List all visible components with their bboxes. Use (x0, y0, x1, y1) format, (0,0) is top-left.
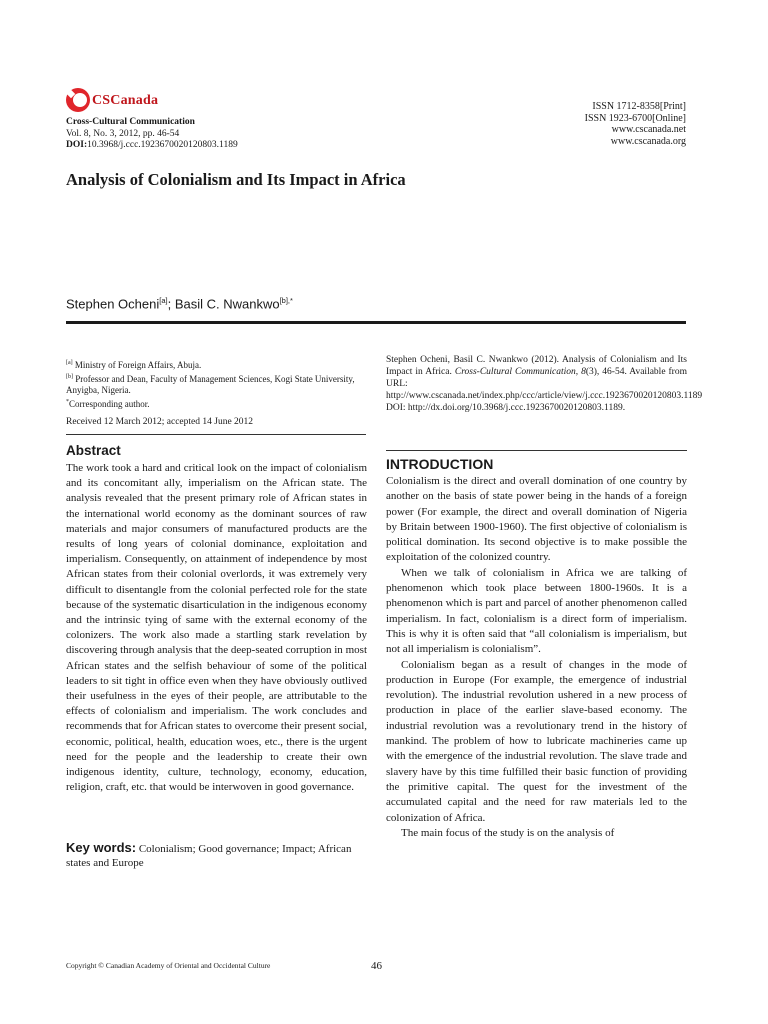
author-2: Basil C. Nwankwo (174, 296, 280, 312)
publisher-name: CSCanada (92, 93, 159, 108)
page-number: 46 (371, 960, 382, 972)
author-line (66, 296, 293, 311)
intro-paragraph: When we talk of colonialism in Africa we are talking of phenomenon which took place between 1800-1960s. It is a phenomenon which is part and parcel of another phenomenon called imperialism. In fact, colonialism is a direct form of imperialism. This is why it is often said that “all colonialism is imperialism, but not all imperialism is colonialism”. (386, 566, 687, 656)
citation-journal: Cross-Cultural Communication, 8 (454, 366, 586, 377)
intro-paragraph: The main focus of the study is on the analysis of (401, 826, 615, 839)
issn-online: ISSN 1923-6700[Online] (584, 112, 686, 124)
abstract-heading: Abstract (66, 443, 121, 458)
abstract-body: The work took a hard and critical look on the impact of colonialism and its concomitant ally, imperialism on the African state. The analysis revealed that the present primary role of African states in the international world economy as the dominant sources of raw materials and major consumers of manufactured products are the results of long years of colonial dominance, exploitation and imperialism. Consequently, on attainment of independence by most African states from their colonial overlords, it was extremely very difficult to disentangle from the colonial perfected role for the state because of the systematic disarticulation in the indigenous economy and the intrinsic tying of same with the external economy of the colonizers. The work also made a startling stark revelation by discovering through analysis that the deep-seated corruption in most African states and the selfish behaviour of some of the political leaders to sit tight in office even when they have obviously outlived their usefulness in the eyes of their people, are attributable to the effects of colonialism and imperialism. The work concludes and recommends that for African states to overcome their present social, economic, political, health, education woes, etc., there is the urgent need for the people and the leadership to create their own indigenous identity, culture, technology, economy, education, religion, craft, etc. that would be interwoven in good governance. (66, 462, 367, 794)
keywords-text: Colonialism; Good governance; Impact; African states and Europe (66, 843, 352, 869)
author-1: Stephen Ocheni (66, 296, 160, 312)
affiliation-a (66, 358, 366, 372)
citation-part2: (3), 46-54. Available from URL: http://www.cscanada.net/index.php/ccc/article/view/j.ccc.1923670020120803.1189 DOI: http://dx.doi.org/10.3968/j.ccc.1923670020120803.1189. (386, 366, 703, 413)
corresponding-author (66, 397, 366, 411)
doi-label: DOI: (66, 140, 88, 150)
affil-b-marker: [b] (66, 373, 73, 380)
author-separator: ; (167, 296, 175, 312)
cscanada-logo-icon (66, 88, 90, 112)
intro-paragraph: Colonialism began as a result of changes in the mode of production in Europe (For example, the emergence of industrial revolution). The industrial revolution ushered in a new process of production in place of the earlier slave-based economy. The industrial revolution was a revolutionary trend in the history of mankind. The problem of how to lubricate machineries came up with the emergence of the industrial revolution. The slave trade and slavery have by this time fulfilled their basic function of providing the primitive capital. The quest for the investment of the accumulated capital and the need for raw materials led to the colonization of Africa. (386, 658, 687, 824)
author-2-affil: [b],* (279, 296, 293, 305)
journal-volume: Vol. 8, No. 3, 2012, pp. 46-54 (66, 128, 180, 139)
keywords-label: Key words: (66, 840, 137, 855)
journal-url-org[interactable]: www.cscanada.org (610, 135, 686, 147)
citation-block (386, 355, 703, 415)
introduction-divider (386, 450, 687, 451)
header-divider (66, 321, 686, 324)
received-dates: Received 12 March 2012; accepted 14 June 2012 (66, 417, 254, 427)
affil-b-text: Professor and Dean, Faculty of Management Sciences, Kogi State University, Anyigba, Nigeria. (66, 373, 355, 395)
affil-a-text: Ministry of Foreign Affairs, Abuja. (72, 360, 202, 370)
abstract-divider (66, 434, 366, 435)
doi-value: 10.3968/j.ccc.1923670020120803.1189 (87, 140, 238, 150)
journal-url-net[interactable]: www.cscanada.net (611, 124, 686, 135)
affiliations (66, 358, 366, 410)
article-title: Analysis of Colonialism and Its Impact in Africa (66, 170, 406, 189)
corresponding-marker: * (66, 398, 69, 405)
journal-doi (66, 140, 238, 152)
affil-a-marker: [a] (66, 360, 73, 366)
citation-part1: Stephen Ocheni, Basil C. Nwankwo (2012). Analysis of Colonialism and Its Impact in Africa. (386, 355, 687, 377)
footer-copyright: Copyright © Canadian Academy of Oriental and Occidental Culture (66, 961, 271, 970)
introduction-body (386, 474, 687, 841)
issn-print: ISSN 1712-8358[Print] (592, 101, 686, 112)
affiliation-b (66, 372, 366, 397)
journal-name: Cross-Cultural Communication (66, 117, 195, 127)
introduction-heading: INTRODUCTION (386, 456, 494, 472)
publisher-logo (66, 88, 266, 116)
keywords (66, 841, 367, 870)
journal-info (66, 117, 238, 152)
corresponding-text: Corresponding author. (69, 398, 150, 409)
author-1-affil: [a] (159, 296, 168, 305)
issn-block (585, 101, 686, 147)
intro-paragraph: Colonialism is the direct and overall domination of one country by another on the basis of state power being in the hands of a foreign power (For example, the direct and overall domination of Nigeria by Britain between 1900-1960). The first objective of colonialism is political domination. Its second objective is to make possible the exploitation of the colonized country. (386, 475, 687, 564)
